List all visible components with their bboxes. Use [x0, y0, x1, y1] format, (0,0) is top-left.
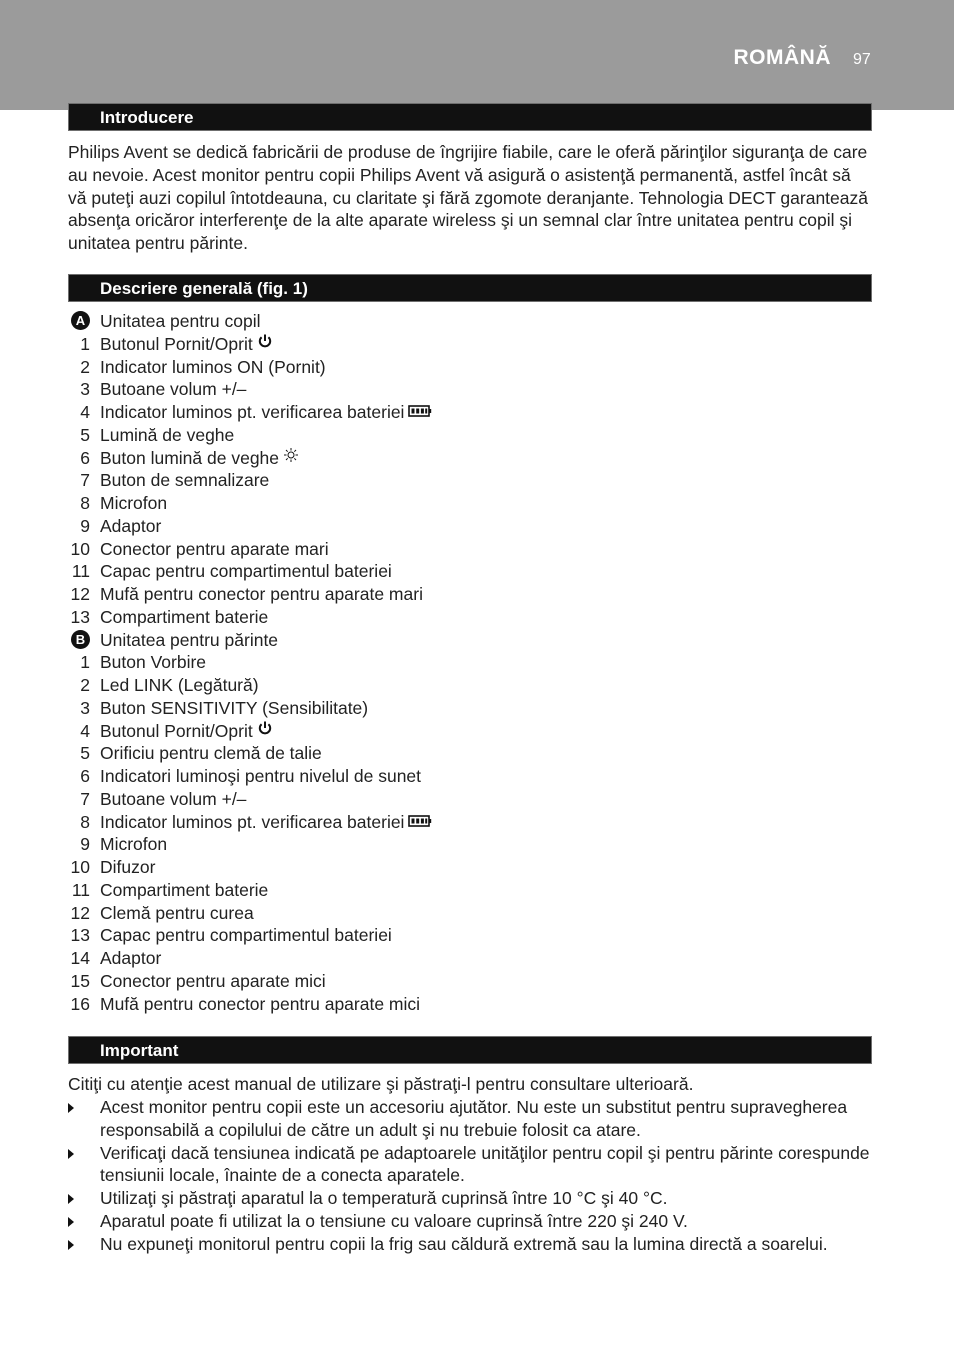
- item-label: Buton SENSITIVITY (Sensibilitate): [100, 697, 369, 718]
- list-item: [68, 333, 253, 356]
- item-text: [100, 993, 420, 1016]
- item-number: 6: [80, 766, 90, 786]
- section-header-description: Descriere generală (fig. 1): [68, 274, 872, 302]
- item-text: [100, 765, 421, 788]
- list-item: [68, 492, 168, 515]
- item-label: Buton lumină de veghe: [100, 447, 280, 468]
- item-label: Mufă pentru conector pentru aparate mici: [100, 993, 421, 1014]
- group-badge: A: [71, 311, 90, 330]
- list-group-header: [68, 629, 279, 652]
- bullet-triangle-icon: [68, 1103, 74, 1113]
- item-number: 1: [80, 333, 90, 354]
- group-badge: B: [71, 630, 90, 649]
- item-label: Capac pentru compartimentul bateriei: [100, 561, 392, 582]
- item-text: [100, 401, 432, 424]
- bullet-text: Acest monitor pentru copii este un accesoriu ajutător. Nu este un substitut pentru supravegherea responsabilă a copilului de către un adult şi nu trebuie folosit ca atare.: [100, 1097, 848, 1140]
- item-text: [100, 310, 261, 333]
- list-item: [68, 765, 422, 788]
- item-text: [100, 424, 234, 447]
- description-list: [68, 310, 423, 1015]
- item-label: Conector pentru aparate mari: [100, 538, 329, 559]
- item-label: Led LINK (Legătură): [100, 675, 259, 695]
- item-label: Adaptor: [100, 515, 162, 536]
- item-label: Compartiment baterie: [100, 879, 269, 900]
- intro-paragraph: Philips Avent se dedică fabricării de produse de îngrijire fiabile, care le oferă părinţilor siguranţa de care au nevoie. Acest monitor pentru copii Philips Avent vă asigură o asistenţă permanentă, astfel încât să vă puteţi auzi copilul întotdeauna, cu claritate şi fără zgomote deranjante. Tehnologia DECT garantează absenţa oricăror interferenţe de la alte aparate wireless şi un semnal clar între unitatea pentru copil şi unitatea pentru părinte.: [68, 142, 868, 253]
- list-item: [68, 469, 270, 492]
- item-text: [100, 674, 259, 697]
- item-number: 9: [80, 515, 90, 536]
- item-number: 2: [80, 356, 90, 377]
- item-text: [100, 583, 423, 606]
- item-number: 10: [70, 857, 90, 877]
- power-icon: [257, 719, 273, 742]
- item-label: Buton Vorbire: [100, 652, 207, 673]
- bullet-item: [68, 1210, 874, 1233]
- nightlight-icon: [283, 446, 299, 469]
- item-label: Adaptor: [100, 948, 162, 968]
- item-text: [100, 492, 167, 515]
- item-label: Capac pentru compartimentul bateriei: [100, 925, 392, 946]
- item-label: Conector pentru aparate mici: [100, 970, 326, 991]
- item-text: [100, 924, 392, 947]
- battery-icon: [408, 400, 432, 423]
- item-label: Butonul Pornit/Oprit: [100, 720, 253, 741]
- item-text: [100, 447, 299, 470]
- item-label: Butoane volum +/–: [100, 379, 247, 400]
- bullet-triangle-icon: [68, 1240, 74, 1250]
- list-item: [68, 924, 392, 947]
- item-text: [100, 788, 246, 811]
- list-item: [68, 697, 369, 720]
- item-number: 3: [80, 379, 90, 400]
- item-number: 11: [71, 561, 90, 582]
- item-label: Mufă pentru conector pentru aparate mari: [100, 584, 423, 604]
- item-number: 7: [80, 788, 90, 809]
- item-label: Unitatea pentru părinte: [100, 629, 279, 650]
- item-text: [100, 333, 273, 356]
- item-text: [100, 742, 322, 765]
- list-item: [68, 583, 423, 606]
- list-item: [68, 856, 156, 879]
- item-label: Compartiment baterie: [100, 606, 269, 627]
- list-item: [68, 674, 259, 697]
- item-label: Difuzor: [100, 857, 156, 877]
- list-item: [68, 401, 405, 424]
- item-text: [100, 560, 392, 583]
- item-number: 12: [70, 902, 90, 923]
- item-text: [100, 651, 206, 674]
- item-text: [100, 970, 326, 993]
- list-item: [68, 788, 247, 811]
- item-text: [100, 697, 368, 720]
- item-number: 6: [80, 447, 90, 468]
- item-text: [100, 856, 155, 879]
- item-text: [100, 515, 161, 538]
- list-item: [68, 833, 168, 856]
- item-text: [100, 720, 273, 743]
- item-label: Orificiu pentru clemă de talie: [100, 743, 322, 764]
- list-item: [68, 538, 329, 561]
- item-text: [100, 629, 278, 652]
- item-number: 3: [80, 697, 90, 718]
- item-number: 11: [71, 879, 90, 900]
- item-number: 13: [70, 925, 90, 946]
- list-item: [68, 606, 269, 629]
- list-item: [68, 902, 254, 925]
- list-item: [68, 651, 207, 674]
- item-number: [68, 629, 90, 652]
- item-label: Microfon: [100, 493, 168, 513]
- list-item: [68, 720, 253, 743]
- item-number: 4: [80, 402, 90, 422]
- list-item: [68, 356, 326, 379]
- item-text: [100, 947, 161, 970]
- item-text: [100, 811, 432, 834]
- list-item: [68, 447, 280, 470]
- item-label: Butonul Pornit/Oprit: [100, 333, 253, 354]
- item-number: 5: [80, 424, 90, 445]
- item-text: [100, 833, 167, 856]
- item-number: 14: [70, 948, 90, 968]
- important-bullets: [68, 1096, 874, 1255]
- list-item: [68, 811, 405, 834]
- list-item: [68, 560, 392, 583]
- bullet-triangle-icon: [68, 1149, 74, 1159]
- item-number: 5: [80, 743, 90, 764]
- item-label: Indicator luminos pt. verificarea bateriei: [100, 402, 405, 422]
- bullet-text: Verificaţi dacă tensiunea indicată pe adaptoarele unităţilor pentru copil şi pentru părinte corespunde tensiunii locale, înainte de a conecta aparatele.: [100, 1142, 870, 1186]
- bullet-text: Utilizaţi şi păstraţi aparatul la o temperatură cuprinsă între 10 °C şi 40 °C.: [100, 1188, 668, 1208]
- item-text: [100, 902, 254, 925]
- item-number: 8: [80, 811, 90, 832]
- power-icon: [257, 332, 273, 355]
- section-header-intro: Introducere: [68, 103, 872, 131]
- item-text: [100, 879, 268, 902]
- item-label: Microfon: [100, 834, 168, 855]
- item-number: 15: [70, 970, 90, 991]
- item-text: [100, 606, 268, 629]
- item-label: Butoane volum +/–: [100, 788, 247, 809]
- bullet-triangle-icon: [68, 1217, 74, 1227]
- item-text: [100, 469, 269, 492]
- item-number: 16: [70, 993, 90, 1014]
- page-number: 97: [853, 51, 871, 68]
- bullet-item: [68, 1142, 874, 1188]
- list-item: [68, 993, 421, 1016]
- battery-icon: [408, 810, 432, 833]
- list-item: [68, 879, 269, 902]
- item-text: [100, 538, 329, 561]
- list-item: [68, 515, 162, 538]
- item-label: Indicatori luminoşi pentru nivelul de sunet: [100, 766, 422, 786]
- list-item: [68, 742, 322, 765]
- section-header-important: Important: [68, 1036, 872, 1064]
- item-label: Buton de semnalizare: [100, 470, 270, 491]
- list-item: [68, 378, 247, 401]
- list-item: [68, 947, 162, 970]
- important-intro: Citiţi cu atenţie acest manual de utilizare şi păstraţi-l pentru consultare ulterioară.: [68, 1074, 694, 1094]
- bullet-item: [68, 1233, 874, 1256]
- bullet-text: Aparatul poate fi utilizat la o tensiune cu valoare cuprinsă între 220 şi 240 V.: [100, 1210, 688, 1231]
- bullet-item: [68, 1187, 874, 1210]
- list-item: [68, 970, 326, 993]
- item-text: [100, 378, 246, 401]
- item-label: Unitatea pentru copil: [100, 311, 261, 331]
- item-number: 7: [80, 470, 90, 491]
- item-number: 9: [80, 834, 90, 855]
- item-number: [68, 310, 90, 333]
- item-number: 12: [70, 584, 90, 604]
- item-number: 10: [70, 538, 90, 559]
- item-label: Indicator luminos ON (Pornit): [100, 356, 326, 377]
- bullet-triangle-icon: [68, 1194, 74, 1204]
- item-number: 4: [80, 720, 90, 741]
- item-label: Indicator luminos pt. verificarea bateriei: [100, 811, 405, 832]
- list-group-header: [68, 310, 261, 333]
- item-number: 8: [80, 493, 90, 513]
- item-label: Lumină de veghe: [100, 424, 235, 445]
- bullet-text: Nu expuneţi monitorul pentru copii la frig sau căldură extremă sau la lumina directă a soarelui.: [100, 1233, 828, 1254]
- item-number: 1: [80, 652, 90, 673]
- item-number: 2: [80, 675, 90, 695]
- item-text: [100, 356, 326, 379]
- item-label: Clemă pentru curea: [100, 902, 254, 923]
- item-number: 13: [70, 606, 90, 627]
- bullet-item: [68, 1096, 874, 1142]
- list-item: [68, 424, 235, 447]
- language-label: ROMÂNĂ: [733, 46, 831, 69]
